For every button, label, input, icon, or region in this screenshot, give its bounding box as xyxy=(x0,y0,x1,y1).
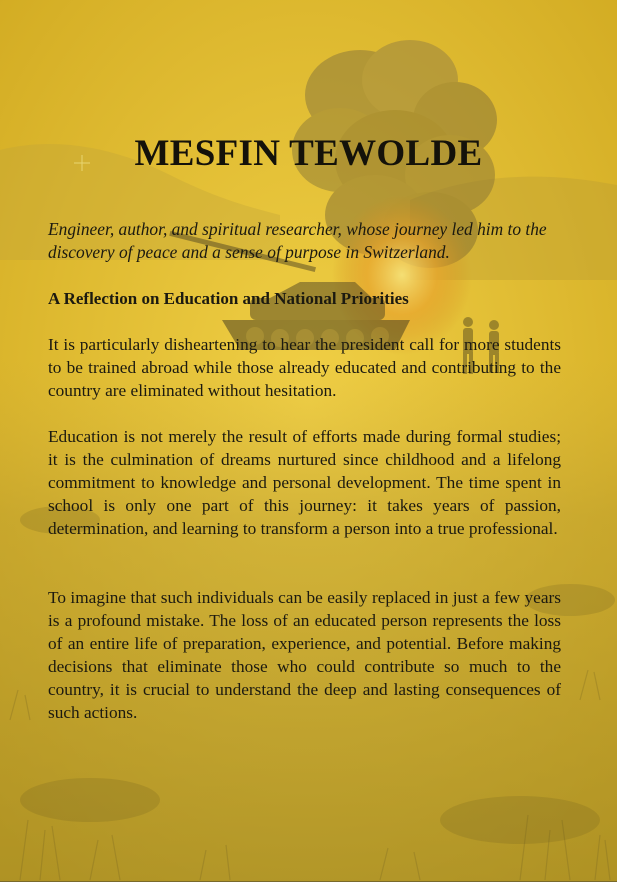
paragraph: Education is not merely the result of efforts made during formal studies; it is the culmination of dreams nurtured since childhood and a lifelong commitment to knowledge and personal development. The time spent in school is only one part of this journey: it takes years of passion, determination, and learning to transform a person into a true professional. xyxy=(48,427,561,538)
author-intro: Engineer, author, and spiritual researcher, whose journey led him to the discovery of peace and a sense of purpose in Switzerland. xyxy=(48,219,547,262)
section-title: A Reflection on Education and National Priorities xyxy=(48,289,409,308)
paragraph: To imagine that such individuals can be easily replaced in just a few years is a profound mistake. The loss of an educated person represents the loss of an entire life of preparation, experience, and potential. Before making decisions that eliminate those who could contribute so much to the country, it is crucial to understand the deep and lasting consequences of such actions. xyxy=(48,588,561,722)
author-name: MESFIN TEWOLDE xyxy=(134,133,483,174)
paragraph: It is particularly disheartening to hear the president call for more students to be trained abroad while those already educated and contributing to the country are eliminated without hesitation. xyxy=(48,335,561,400)
